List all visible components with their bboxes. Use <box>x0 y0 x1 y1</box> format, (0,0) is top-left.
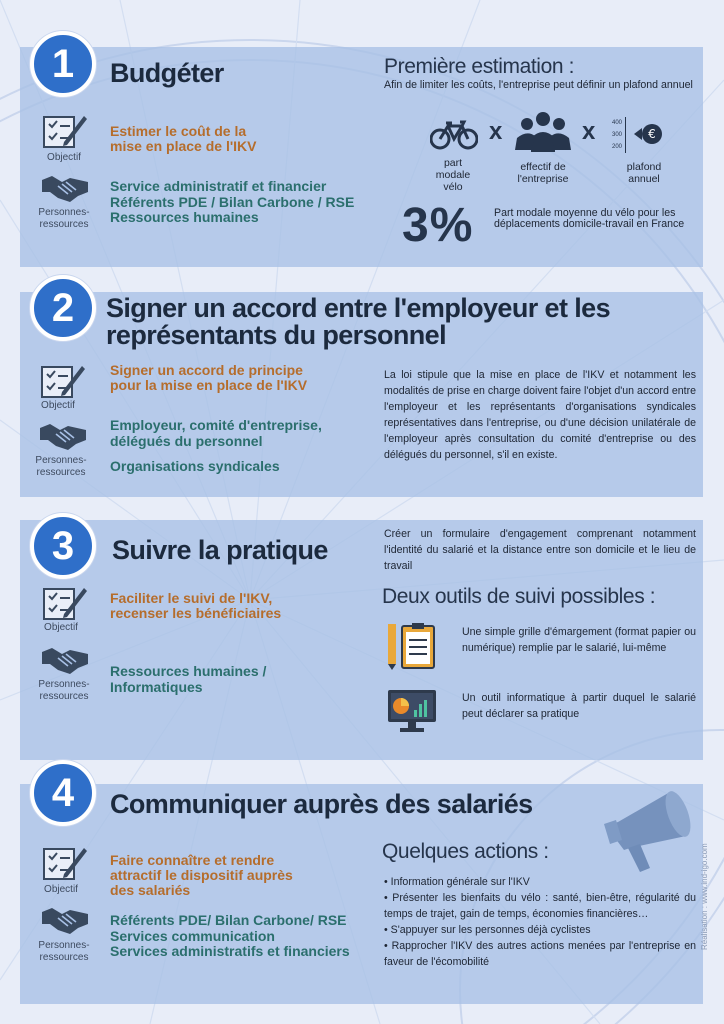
personnes-ressources-label: Personnes- ressources <box>38 207 90 230</box>
checklist-pencil-icon <box>42 112 88 150</box>
section-4-objectif: Faire connaître et rendre attractif le dispositif auprès des salariés <box>110 852 293 898</box>
label-plafond: plafond annuel <box>626 161 662 185</box>
objectif-label: Objectif <box>41 400 75 411</box>
section-1-objectif: Estimer le coût de la mise en place de l'IKV <box>110 123 257 154</box>
tool-2-text: Un outil informatique à partir duquel le salarié peut déclarer sa pratique <box>462 692 696 720</box>
svg-text:€: € <box>648 127 656 141</box>
megaphone-icon <box>600 786 696 876</box>
checklist-pencil-icon <box>42 584 88 622</box>
section-4-number: 4 <box>30 760 96 826</box>
personnes-ressources-label: Personnes- ressources <box>38 940 90 963</box>
estimation-text: Afin de limiter les coûts, l'entreprise peut définir un plafond annuel <box>384 79 693 91</box>
handshake-icon <box>40 172 90 204</box>
euro-coin-icon <box>632 122 664 146</box>
credit-text: Réalisation : www.ind-igo.com <box>700 843 709 950</box>
personnes-ressources-label: Personnes- ressources <box>35 455 87 478</box>
section-1-personnes: Service administratif et financier Référents PDE / Bilan Carbone / RSE Ressources humaines <box>110 178 355 225</box>
objectif-label: Objectif <box>44 884 78 895</box>
estimation-heading: Première estimation : <box>384 55 575 78</box>
section-2-personnes-2: Organisations syndicales <box>110 458 280 474</box>
tool-1-text: Une simple grille d'émargement (format papier ou numérique) remplie par le salarié, lui-même <box>462 626 696 654</box>
actions-list <box>384 874 696 970</box>
actions-heading: Quelques actions : <box>382 840 549 863</box>
list-item: • S'appuyer sur les personnes déjà cyclistes <box>384 924 591 936</box>
section-2-text: La loi stipule que la mise en place de l'IKV et notamment les modalités de prise en charge doivent faire l'objet d'un accord entre l'employeur et les représentants d'organisations syndicales représentatives dans l'entreprise, ou d'une décision unilatérale de l'employeur après consultation du comité d'entreprise ou des délégués du personnel, s'il en existe. <box>384 369 696 461</box>
section-4-personnes: Référents PDE/ Bilan Carbone/ RSE Services communication Services administratifs et financiers <box>110 912 350 959</box>
percent-text: Part modale moyenne du vélo pour les déplacements domicile-travail en France <box>494 207 685 230</box>
handshake-icon <box>40 644 90 676</box>
section-1-title: Budgéter <box>110 58 224 88</box>
bicycle-icon <box>430 120 478 150</box>
percent-figure: 3% <box>402 199 474 252</box>
tools-heading: Deux outils de suivi possibles : <box>382 585 656 608</box>
handshake-icon <box>38 420 88 452</box>
personnes-ressources-label: Personnes- ressources <box>38 679 90 702</box>
checklist-pencil-icon <box>42 844 88 882</box>
section-3-title: Suivre la pratique <box>112 535 328 565</box>
section-1-number: 1 <box>30 31 96 97</box>
objectif-label: Objectif <box>44 622 78 633</box>
checklist-pencil-icon <box>40 362 86 400</box>
people-group-icon <box>515 110 571 154</box>
section-4-title: Communiquer auprès des salariés <box>110 789 533 819</box>
objectif-label: Objectif <box>47 152 81 163</box>
multiply-sign-1: x <box>489 118 502 145</box>
list-item: • Rapprocher l'IKV des autres actions menées par l'entreprise en faveur de l'écomobilité <box>384 940 696 968</box>
section-3-objectif: Faciliter le suivi de l'IKV, recenser les bénéficiaires <box>110 590 282 621</box>
label-part-modale: part modale vélo <box>435 157 471 193</box>
section-3-text: Créer un formulaire d'engagement comprenant notamment l'identité du salarié et la distance entre son domicile et le lieu de travail <box>384 528 696 572</box>
section-3-number: 3 <box>30 513 96 579</box>
list-item: • Présenter les bienfaits du vélo : santé, bien-être, régularité du temps de trajet, gain de temps, économies financières… <box>384 892 696 920</box>
list-item: • Information générale sur l'IKV <box>384 876 530 888</box>
label-effectif: effectif de l'entreprise <box>517 161 569 185</box>
section-2-personnes: Employeur, comité d'entreprise, délégués du personnel <box>110 417 322 449</box>
computer-chart-icon <box>386 688 438 734</box>
clipboard-pencil-icon <box>386 620 436 670</box>
gauge-scale: 400 300 200 <box>612 117 626 153</box>
handshake-icon <box>40 904 90 936</box>
section-3-personnes: Ressources humaines / Informatiques <box>110 663 267 695</box>
multiply-sign-2: x <box>582 118 595 145</box>
section-2-number: 2 <box>30 275 96 341</box>
section-2-title: Signer un accord entre l'employeur et les représentants du personnel <box>106 293 610 350</box>
section-2-objectif: Signer un accord de principe pour la mise en place de l'IKV <box>110 362 308 393</box>
